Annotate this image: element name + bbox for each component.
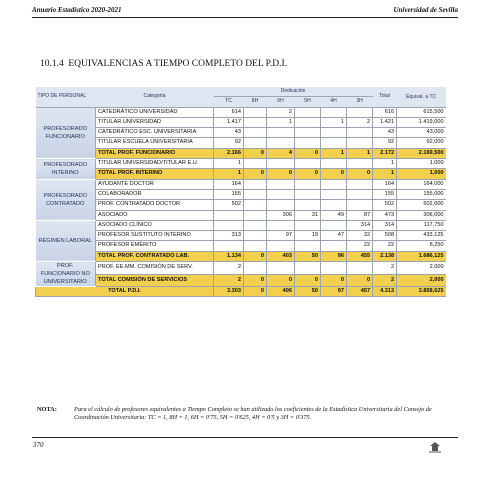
row-value (267, 200, 295, 210)
row-value: 164 (214, 179, 244, 189)
row-value: 1 (321, 117, 347, 127)
header-total: Total (373, 87, 397, 107)
row-value (347, 107, 373, 117)
note-label: NOTA: (37, 406, 57, 413)
row-value (347, 200, 373, 210)
row-value: 508 (373, 231, 397, 241)
row-value (267, 262, 295, 275)
row-category: ASOCIADO (96, 210, 214, 220)
row-value: 22 (347, 241, 373, 251)
table-row (36, 128, 446, 138)
row-value: 616 (373, 107, 397, 117)
row-value: 19 (295, 231, 321, 241)
row-value: 96 (321, 251, 347, 261)
header-5h: 5H (295, 97, 321, 107)
row-value: 117,750 (397, 220, 446, 230)
row-value: 0 (244, 274, 267, 287)
row-category: TITULAR ESCUELA UNIVERSITARIA (96, 138, 214, 148)
row-value: 97 (267, 231, 295, 241)
row-value: 0 (244, 169, 267, 179)
row-value: 87 (347, 210, 373, 220)
row-category: CATEDRÁTICO UNIVERSIDAD (96, 107, 214, 117)
row-value: 32 (347, 231, 373, 241)
row-value (267, 220, 295, 230)
row-value: 164 (373, 179, 397, 189)
note-text: Para el cálculo de profesores equivalentes a Tiempo Completo se han utilizado los coeficientes de la Estadística Universitaria del Consejo de Coordinación Universitaria: TC = 1, 8H = 1, 6H = 0'75, 5H = 0'625, 4H = 0'5 y 3H = 0'375. (74, 406, 432, 421)
header-left: Anuario Estadístico 2020-2021 (32, 6, 122, 14)
row-value (347, 262, 373, 275)
total-row (36, 169, 446, 179)
table-row (36, 179, 446, 189)
row-value: 0 (267, 169, 295, 179)
row-value (244, 179, 267, 189)
header-tipo: TIPO DE PERSONAL (36, 87, 96, 107)
row-value (295, 200, 321, 210)
header-8h: 8H (244, 97, 267, 107)
row-category: PROF. EE.MM. COMISIÓN DE SERV. (96, 262, 214, 275)
row-category: TOTAL PROF. INTERINO (96, 169, 214, 179)
row-value: 43,000 (397, 128, 446, 138)
total-row (36, 274, 446, 287)
row-value: 457 (347, 287, 373, 297)
footer-rule (32, 437, 458, 438)
row-value (267, 128, 295, 138)
row-category: TOTAL PROF. FUNCIONARIO (96, 148, 214, 158)
row-value (244, 210, 267, 220)
row-value (267, 179, 295, 189)
group-label-interino: PROFESORADO INTERINO (36, 159, 96, 180)
section-title-text: EQUIVALENCIAS A TIEMPO COMPLETO DEL P.D.I. (68, 59, 288, 69)
row-value: 164,000 (397, 179, 446, 189)
equivalences-table (35, 87, 445, 297)
row-value (321, 179, 347, 189)
row-value (244, 107, 267, 117)
row-value: 8,250 (397, 241, 446, 251)
row-value (321, 262, 347, 275)
total-row (36, 148, 446, 158)
row-value: 455 (347, 251, 373, 261)
row-value (295, 189, 321, 199)
row-value: 1.419,000 (397, 117, 446, 127)
row-value: 2.169,500 (397, 148, 446, 158)
row-value: 22 (373, 241, 397, 251)
header-4h: 4H (321, 97, 347, 107)
row-value: 614 (214, 107, 244, 117)
group-label-comision: PROF. FUNCIONARIO NO UNIVERSITARIO (36, 262, 96, 287)
row-value: 2,000 (397, 262, 446, 275)
row-value: 0 (244, 251, 267, 261)
row-value (321, 159, 347, 169)
row-value: 2 (214, 274, 244, 287)
row-value (244, 220, 267, 230)
row-value (244, 138, 267, 148)
row-value (244, 200, 267, 210)
row-value: 1.421 (373, 117, 397, 127)
row-value: 306,000 (397, 210, 446, 220)
row-value: 3.858,625 (397, 287, 446, 297)
row-value (214, 210, 244, 220)
row-value (214, 220, 244, 230)
table-row (36, 231, 446, 241)
university-seal-icon (428, 440, 442, 454)
row-value (321, 107, 347, 117)
row-value: 92 (373, 138, 397, 148)
row-value: 2 (267, 107, 295, 117)
row-value: 502 (214, 200, 244, 210)
row-value (295, 241, 321, 251)
table-row (36, 189, 446, 199)
table-row (36, 107, 446, 117)
row-value (295, 107, 321, 117)
row-value: 2 (373, 274, 397, 287)
row-value: 92,000 (397, 138, 446, 148)
row-value (244, 262, 267, 275)
row-value: 473 (373, 210, 397, 220)
row-value (244, 231, 267, 241)
row-value (347, 179, 373, 189)
row-category: COLABORADOR (96, 189, 214, 199)
table-row (36, 138, 446, 148)
row-value (244, 159, 267, 169)
table-note (37, 406, 447, 421)
row-value: 43 (373, 128, 397, 138)
row-value: 155 (373, 189, 397, 199)
row-value: 502 (373, 200, 397, 210)
row-value: 1 (347, 148, 373, 158)
row-value: 615,500 (397, 107, 446, 117)
row-category: ASOCIADO CLÍNICO (96, 220, 214, 230)
row-value: 1,000 (397, 169, 446, 179)
row-value: 155 (214, 189, 244, 199)
row-value (244, 128, 267, 138)
row-value (347, 189, 373, 199)
row-value: 4 (267, 148, 295, 158)
row-value (295, 117, 321, 127)
row-value: 155,000 (397, 189, 446, 199)
row-value (321, 138, 347, 148)
page-number: 370 (33, 441, 44, 449)
row-value: 1.417 (214, 117, 244, 127)
row-value: 47 (321, 231, 347, 241)
row-value: 0 (295, 274, 321, 287)
row-value: 313 (214, 231, 244, 241)
row-value: 314 (347, 220, 373, 230)
header-dedicacion: Dedicación (214, 87, 373, 97)
row-value (347, 128, 373, 138)
row-value (267, 189, 295, 199)
header-categoria: Categoría (96, 87, 214, 107)
group-label-contratado: PROFESORADO CONTRATADO (36, 179, 96, 220)
row-value: 1 (214, 169, 244, 179)
row-category: TOTAL COMISIÓN DE SERVICIOS (96, 274, 214, 287)
row-value: 50 (295, 251, 321, 261)
row-value: 306 (267, 210, 295, 220)
row-category: CATEDRÁTICO ESC. UNIVERSITARIA (96, 128, 214, 138)
row-value (244, 189, 267, 199)
table-row (36, 262, 446, 275)
row-value (321, 189, 347, 199)
row-category: TITULAR UNIVERSIDAD (96, 117, 214, 127)
row-value (321, 128, 347, 138)
row-value (295, 220, 321, 230)
row-value: 0 (244, 148, 267, 158)
total-row (36, 251, 446, 261)
row-value: 1,000 (397, 159, 446, 169)
row-value (267, 241, 295, 251)
table-row (36, 210, 446, 220)
table-header-row-1 (36, 87, 446, 97)
header-tc: TC (214, 97, 244, 107)
row-value: 502,000 (397, 200, 446, 210)
row-value (321, 241, 347, 251)
row-category: PROFESOR SUSTITUTO INTERINO (96, 231, 214, 241)
group-label-regimen: RÉGIMEN LABORAL (36, 220, 96, 261)
row-value: 2.138 (373, 251, 397, 261)
row-value: 1 (267, 117, 295, 127)
table-row (36, 159, 446, 169)
row-value: 314 (373, 220, 397, 230)
row-category: PROF. CONTRATADO DOCTOR (96, 200, 214, 210)
header-right: Universidad de Sevilla (393, 6, 458, 14)
row-category: AYUDANTE DOCTOR (96, 179, 214, 189)
row-category: TOTAL PROF. CONTRATADO LAB. (96, 251, 214, 261)
table-row (36, 117, 446, 127)
row-value (295, 179, 321, 189)
row-value (347, 138, 373, 148)
total-row (36, 287, 446, 297)
row-value: 1 (321, 148, 347, 158)
row-value: 1.686,125 (397, 251, 446, 261)
row-value: 2 (214, 262, 244, 275)
row-value (295, 128, 321, 138)
row-value (347, 159, 373, 169)
row-value (295, 138, 321, 148)
row-value: 2 (347, 117, 373, 127)
row-value: 2.172 (373, 148, 397, 158)
row-value (321, 200, 347, 210)
row-value: 2,000 (397, 274, 446, 287)
row-value (244, 117, 267, 127)
row-category: TOTAL P.D.I. (36, 287, 214, 297)
row-value: 1 (214, 159, 244, 169)
row-value (214, 241, 244, 251)
row-value (244, 241, 267, 251)
table-row (36, 241, 446, 251)
row-value: 2.166 (214, 148, 244, 158)
row-value: 2 (373, 262, 397, 275)
row-category: PROFESOR EMÉRITO (96, 241, 214, 251)
row-value: 50 (295, 287, 321, 297)
row-value: 43 (214, 128, 244, 138)
row-value: 4.313 (373, 287, 397, 297)
row-value: 0 (295, 169, 321, 179)
section-title (40, 59, 287, 69)
header-equival: Equival. a TC (397, 87, 446, 107)
row-value: 0 (347, 274, 373, 287)
row-value: 0 (321, 274, 347, 287)
row-value: 31 (295, 210, 321, 220)
row-value: 403 (267, 251, 295, 261)
row-value: 406 (267, 287, 295, 297)
row-value: 0 (267, 274, 295, 287)
row-value (267, 159, 295, 169)
row-value: 92 (214, 138, 244, 148)
row-value: 97 (321, 287, 347, 297)
header-rule (32, 17, 458, 18)
row-value: 49 (321, 210, 347, 220)
row-value (295, 262, 321, 275)
row-value: 433,125 (397, 231, 446, 241)
row-value: 3.303 (214, 287, 244, 297)
section-number: 10.1.4 (40, 59, 64, 69)
row-value: 0 (244, 287, 267, 297)
table-row (36, 220, 446, 230)
row-category: TITULAR UNIVERSIDAD/TITULAR E.U. (96, 159, 214, 169)
row-value: 0 (347, 169, 373, 179)
row-value (321, 220, 347, 230)
row-value: 1 (373, 159, 397, 169)
row-value (267, 138, 295, 148)
header-6h: 6H (267, 97, 295, 107)
row-value: 1 (373, 169, 397, 179)
row-value: 0 (321, 169, 347, 179)
row-value: 0 (295, 148, 321, 158)
header-3h: 3H (347, 97, 373, 107)
table-row (36, 200, 446, 210)
row-value: 1.134 (214, 251, 244, 261)
group-label-funcionario: PROFESORADO FUNCIONARIO (36, 107, 96, 158)
row-value (295, 159, 321, 169)
